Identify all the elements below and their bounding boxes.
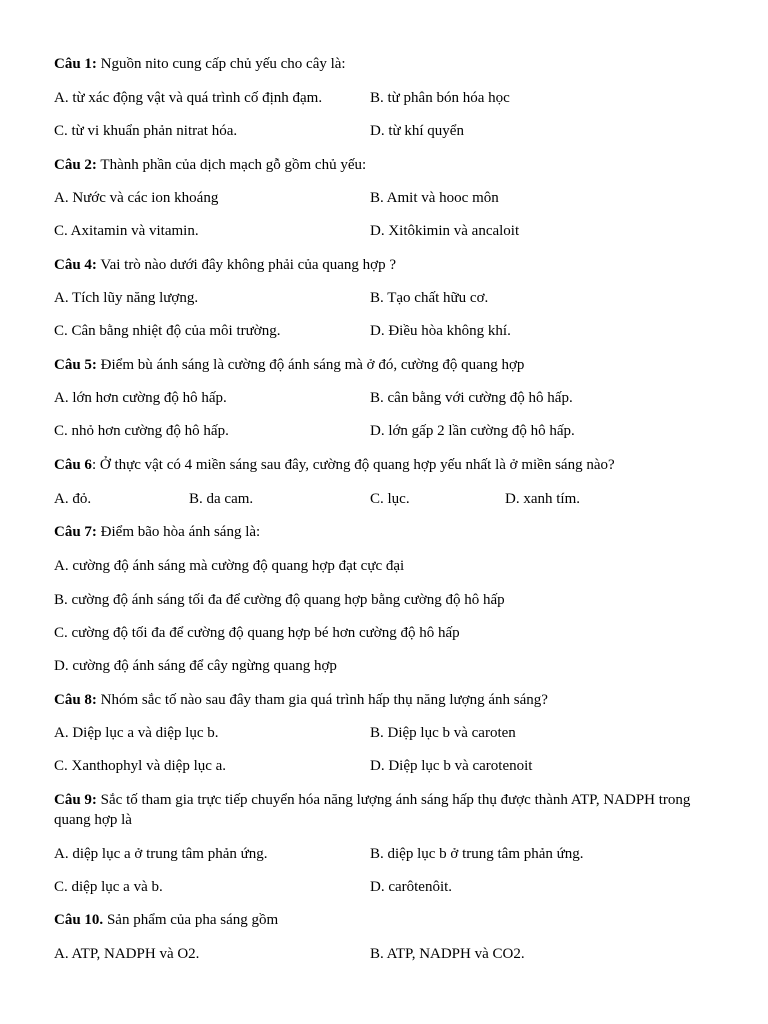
- question-text: : Ở thực vật có 4 miền sáng sau đây, cường độ quang hợp yếu nhất là ở miền sáng nào?: [91, 457, 615, 473]
- question-7: [54, 523, 714, 542]
- question-number: Câu 9:: [54, 792, 97, 808]
- options-row: [54, 222, 714, 241]
- option-c: C. nhỏ hơn cường độ hô hấp.: [54, 423, 229, 439]
- option-b: B. da cam.: [189, 491, 254, 507]
- question-number: Câu 1:: [54, 56, 97, 72]
- option-b: B. Diệp lục b và caroten: [370, 725, 516, 741]
- options-row: [54, 322, 714, 341]
- options-row: [54, 189, 714, 208]
- option-c: C. cường độ tối đa để cường độ quang hợp bé hơn cường độ hô hấp: [54, 625, 460, 641]
- option-d: D. cường độ ánh sáng để cây ngừng quang hợp: [54, 658, 337, 674]
- option-b: B. từ phân bón hóa học: [370, 90, 510, 106]
- option-a: A. diệp lục a ở trung tâm phản ứng.: [54, 846, 268, 862]
- question-text: Sắc tố tham gia trực tiếp chuyển hóa năng lượng ánh sáng hấp thụ được thành ATP, NADPH trong: [96, 792, 691, 808]
- option-b: B. cân bằng với cường độ hô hấp.: [370, 390, 573, 406]
- question-text: Sản phẩm của pha sáng gồm: [103, 912, 279, 928]
- options-row: [54, 89, 714, 108]
- options-row: [54, 591, 714, 610]
- option-a: A. từ xác động vật và quá trình cố định đạm.: [54, 90, 323, 106]
- option-a: A. cường độ ánh sáng mà cường độ quang hợp đạt cực đại: [54, 558, 405, 574]
- question-text: Điểm bão hòa ánh sáng là:: [96, 524, 261, 540]
- question-6: [54, 456, 714, 475]
- option-b: B. Tạo chất hữu cơ.: [370, 290, 489, 306]
- option-b: B. cường độ ánh sáng tối đa để cường độ quang hợp bằng cường độ hô hấp: [54, 592, 505, 608]
- option-d: D. Điều hòa không khí.: [370, 323, 511, 339]
- question-text: Nhóm sắc tố nào sau đây tham gia quá trình hấp thụ năng lượng ánh sáng?: [96, 692, 548, 708]
- option-b: B. Amit và hooc môn: [370, 190, 499, 206]
- option-d: D. Xitôkimin và ancaloit: [370, 223, 520, 239]
- option-a: A. lớn hơn cường độ hô hấp.: [54, 390, 227, 406]
- question-text: Nguồn nito cung cấp chủ yếu cho cây là:: [96, 56, 346, 72]
- question-number: Câu 2:: [54, 157, 97, 173]
- options-row: [54, 724, 714, 743]
- options-row: [54, 845, 714, 864]
- options-row: [54, 757, 714, 776]
- question-number: Câu 10.: [54, 912, 104, 928]
- option-a: A. đỏ.: [54, 491, 92, 507]
- option-c: C. Axitamin và vitamin.: [54, 223, 199, 239]
- options-row: [54, 557, 714, 576]
- question-9-continued: [54, 811, 714, 830]
- option-a: A. Nước và các ion khoáng: [54, 190, 219, 206]
- question-8: [54, 691, 714, 710]
- question-number: Câu 5:: [54, 357, 97, 373]
- options-row: [54, 624, 714, 643]
- question-10: [54, 911, 714, 930]
- option-b: B. ATP, NADPH và CO2.: [370, 946, 525, 962]
- option-d: D. xanh tím.: [505, 491, 580, 507]
- question-text: Thành phần của dịch mạch gỗ gồm chủ yếu:: [96, 157, 367, 173]
- option-d: D. lớn gấp 2 lần cường độ hô hấp.: [370, 423, 575, 439]
- question-text: Vai trò nào dưới đây không phải của quang hợp ?: [96, 257, 396, 273]
- question-4: [54, 256, 714, 275]
- options-row: [54, 490, 714, 509]
- question-number: Câu 8:: [54, 692, 97, 708]
- options-row: [54, 289, 714, 308]
- options-row: [54, 878, 714, 897]
- option-a: A. Diệp lục a và diệp lục b.: [54, 725, 219, 741]
- question-text: quang hợp là: [54, 812, 132, 828]
- question-2: [54, 156, 714, 175]
- option-c: C. Xanthophyl và diệp lục a.: [54, 758, 227, 774]
- option-d: D. Diệp lục b và carotenoit: [370, 758, 533, 774]
- question-number: Câu 4:: [54, 257, 97, 273]
- option-d: D. carôtenôit.: [370, 879, 453, 895]
- option-c: C. diệp lục a và b.: [54, 879, 163, 895]
- question-9: [54, 791, 714, 810]
- option-a: A. ATP, NADPH và O2.: [54, 946, 200, 962]
- question-number: Câu 7:: [54, 524, 97, 540]
- option-b: B. diệp lục b ở trung tâm phản ứng.: [370, 846, 584, 862]
- option-d: D. từ khí quyển: [370, 123, 464, 139]
- question-1: [54, 55, 714, 74]
- options-row: [54, 422, 714, 441]
- option-c: C. từ vi khuẩn phản nitrat hóa.: [54, 123, 238, 139]
- question-5: [54, 356, 714, 375]
- option-c: C. lục.: [370, 491, 410, 507]
- option-c: C. Cân bằng nhiệt độ của môi trường.: [54, 323, 281, 339]
- options-row: [54, 122, 714, 141]
- options-row: [54, 945, 714, 964]
- options-row: [54, 657, 714, 676]
- question-number: Câu 6: [54, 457, 92, 473]
- question-text: Điểm bù ánh sáng là cường độ ánh sáng mà ở đó, cường độ quang hợp: [96, 357, 525, 373]
- option-a: A. Tích lũy năng lượng.: [54, 290, 199, 306]
- options-row: [54, 389, 714, 408]
